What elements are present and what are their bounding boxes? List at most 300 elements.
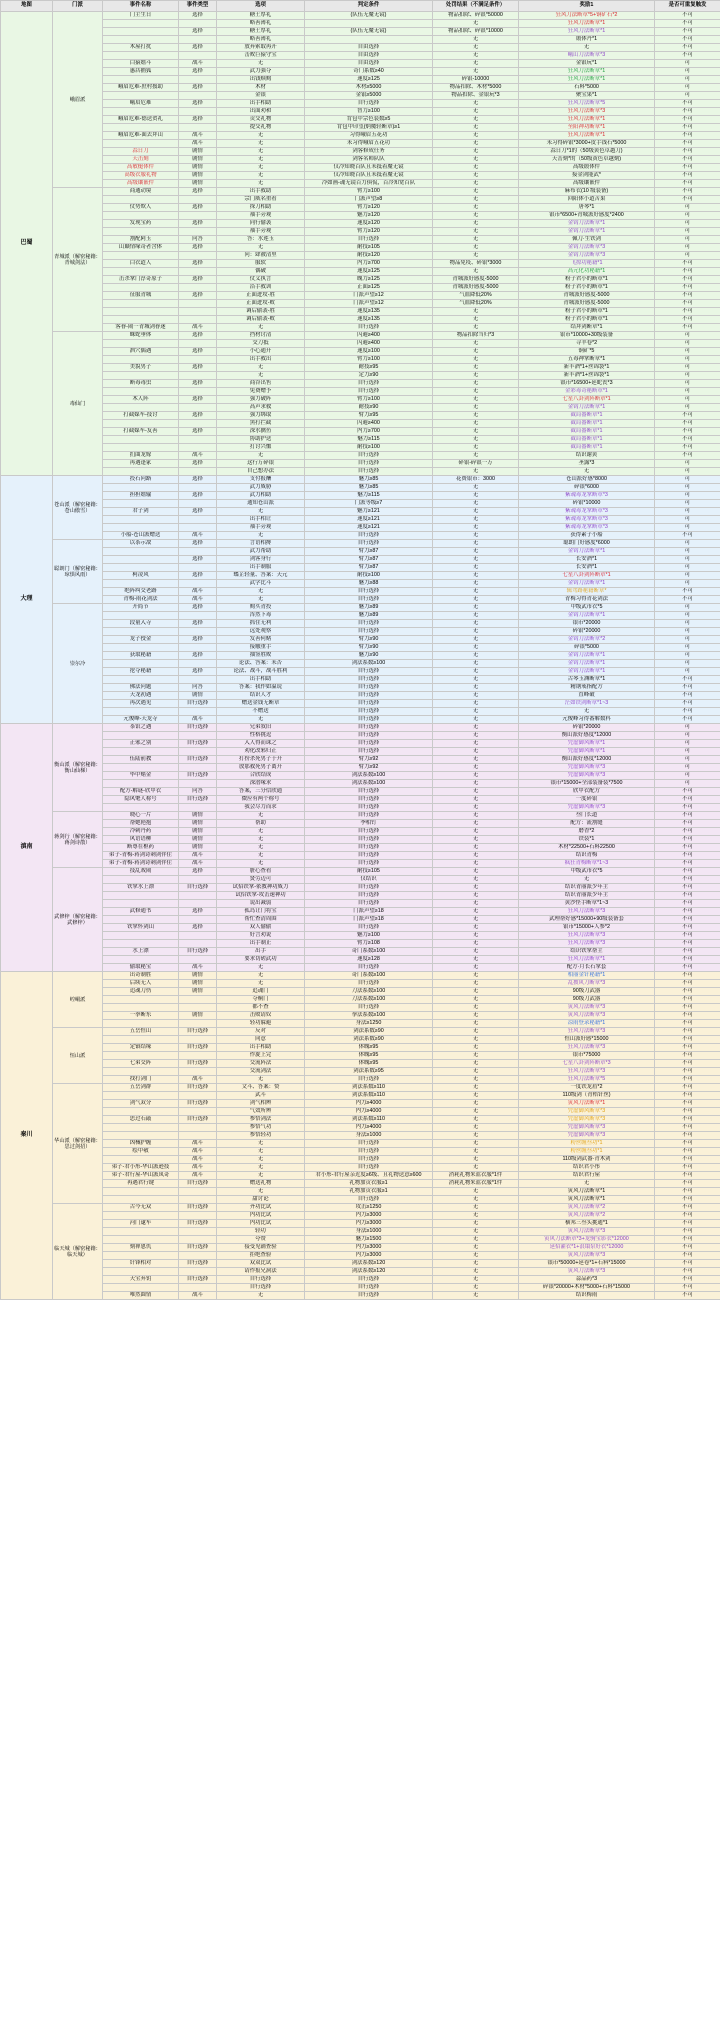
reward-cell: 金钩刀法断章*1 xyxy=(519,612,655,620)
condition-cell: 剑法系数≥120 xyxy=(305,1268,433,1276)
reward-cell: 粉子君小的断章*1 xyxy=(519,308,655,316)
event-name-cell: 思过石敲 xyxy=(103,1116,179,1124)
reward-cell: 碎银*20000 xyxy=(519,724,655,732)
penalty-cell: 消耗礼物朱蓝衣服*1件 xyxy=(433,1180,519,1188)
condition-cell: 刀法系数≥100 xyxy=(305,988,433,996)
penalty-cell: 无 xyxy=(433,588,519,596)
event-name-cell xyxy=(103,468,179,476)
repeatable-cell: 不可 xyxy=(655,316,720,324)
penalty-cell: 无 xyxy=(433,164,519,172)
event-type-cell xyxy=(179,20,217,28)
penalty-cell: 无 xyxy=(433,780,519,788)
table-row xyxy=(1,212,720,220)
reward-cell: 寻羊卷*2 xyxy=(519,340,655,348)
penalty-cell: 无 xyxy=(433,772,519,780)
penalty-cell: 物品扣除、碎银*10000 xyxy=(433,28,519,36)
sect-cell: 华山派（解密秘籍：思过剑招） xyxy=(53,1084,103,1204)
reward-cell: 碎银*5000 xyxy=(519,644,655,652)
repeatable-cell: 不可 xyxy=(655,324,720,332)
event-name-cell: 峨眉危难-庶村援助 xyxy=(103,84,179,92)
table-row xyxy=(1,1276,720,1284)
repeatable-cell: 不可 xyxy=(655,860,720,868)
event-name-cell: 针锋相对 xyxy=(103,1260,179,1268)
reward-cell: 90级刀武器 xyxy=(519,988,655,996)
option-cell: 试招铁掌-依教神功威力 xyxy=(217,884,305,892)
repeatable-cell: 可 xyxy=(655,476,720,484)
repeatable-cell: 不可 xyxy=(655,1004,720,1012)
repeatable-cell: 不可 xyxy=(655,1140,720,1148)
event-type-cell xyxy=(179,628,217,636)
table-row xyxy=(1,252,720,260)
event-type-cell xyxy=(179,708,217,716)
repeatable-cell: 不可 xyxy=(655,108,720,116)
repeatable-cell: 可 xyxy=(655,92,720,100)
condition-cell: 魅力≥115 xyxy=(305,492,433,500)
repeatable-cell: 不可 xyxy=(655,956,720,964)
penalty-cell: 无 xyxy=(433,420,519,428)
reward-cell: 蒜日刀*1的（50级黄色卓越刀) xyxy=(519,148,655,156)
table-row xyxy=(1,188,720,196)
table-row xyxy=(1,84,720,92)
repeatable-cell: 可 xyxy=(655,604,720,612)
event-type-cell: 剧情 xyxy=(179,1012,217,1020)
penalty-cell: 气血降低20% xyxy=(433,300,519,308)
repeatable-cell: 不可 xyxy=(655,180,720,188)
penalty-cell: 无 xyxy=(433,1076,519,1084)
option-cell: 参悟气功 xyxy=(217,1124,305,1132)
option-cell: 偶破 xyxy=(217,268,305,276)
event-name-cell xyxy=(103,316,179,324)
reward-cell: 紫魂毒龙掌断章*3 xyxy=(519,508,655,516)
table-row xyxy=(1,436,720,444)
event-type-cell: 选择 xyxy=(179,292,217,300)
option-cell: 内功比试 xyxy=(217,1212,305,1220)
table-row xyxy=(1,260,720,268)
reward-cell: 衡山派好感度*12000 xyxy=(519,756,655,764)
event-name-cell xyxy=(103,916,179,924)
repeatable-cell: 不可 xyxy=(655,940,720,948)
event-type-cell xyxy=(179,780,217,788)
event-type-cell: 选择 xyxy=(179,100,217,108)
option-cell: 调后偷袭-胜 xyxy=(217,308,305,316)
option-cell: 黑打拦截 xyxy=(217,420,305,428)
table-row xyxy=(1,356,720,364)
condition-cell: 剑客名师队队 xyxy=(305,156,433,164)
event-name-cell: 仗势欺人 xyxy=(103,204,179,212)
event-type-cell xyxy=(179,956,217,964)
reward-cell: 凭虚御风断章*3 xyxy=(519,1124,655,1132)
condition-cell: 自行选择 xyxy=(305,620,433,628)
penalty-cell: 无 xyxy=(433,1068,519,1076)
option-cell: 剑客身行 xyxy=(217,556,305,564)
option-cell: 探刀相助 xyxy=(217,204,305,212)
reward-cell: 石料*5000 xyxy=(519,84,655,92)
penalty-cell: 无 xyxy=(433,124,519,132)
event-name-cell: 配方-解谜-欣甲衣 xyxy=(103,788,179,796)
event-name-cell xyxy=(103,252,179,260)
penalty-cell: 无 xyxy=(433,372,519,380)
event-type-cell: 剧情 xyxy=(179,972,217,980)
table-row xyxy=(1,364,720,372)
repeatable-cell: 不可 xyxy=(655,1020,720,1028)
penalty-cell: 无 xyxy=(433,1060,519,1068)
condition-cell: 臂力≥92 xyxy=(305,756,433,764)
repeatable-cell: 不可 xyxy=(655,1116,720,1124)
event-type-cell: 战斗 xyxy=(179,1164,217,1172)
event-name-cell: 绝阵纠交老路 xyxy=(103,588,179,596)
table-row xyxy=(1,452,720,460)
event-type-cell: 选择 xyxy=(179,220,217,228)
table-row xyxy=(1,1164,720,1172)
event-name-cell: 偷取秘宝 xyxy=(103,964,179,972)
reward-cell: 银币*50000+延卷*1+石料*15000 xyxy=(519,1260,655,1268)
reward-cell: 金钩刀法断章*1 xyxy=(519,220,655,228)
reward-cell: 粉子君小的断章*1 xyxy=(519,276,655,284)
table-row xyxy=(1,484,720,492)
reward-cell: 紫魂毒龙掌断章*3 xyxy=(519,516,655,524)
table-row xyxy=(1,428,720,436)
table-row xyxy=(1,164,720,172)
repeatable-cell: 可 xyxy=(655,620,720,628)
sect-cell: 临天城（解密秘籍：临天城） xyxy=(53,1204,103,1300)
event-name-cell xyxy=(103,372,179,380)
event-name-cell: 茶馆之遇 xyxy=(103,724,179,732)
condition-cell: 内力≥3000 xyxy=(305,1252,433,1260)
event-name-cell: 弟子-君行屋-华山派凤奇 xyxy=(103,1172,179,1180)
penalty-cell: 无 xyxy=(433,756,519,764)
reward-cell: 锻体丹*1 xyxy=(519,36,655,44)
repeatable-cell: 可 xyxy=(655,68,720,76)
event-type-cell xyxy=(179,1132,217,1140)
event-type-cell xyxy=(179,676,217,684)
repeatable-cell: 不可 xyxy=(655,260,720,268)
penalty-cell: 无 xyxy=(433,1124,519,1132)
table-row xyxy=(1,20,720,28)
event-name-cell: 扪曲龙嫁 xyxy=(103,452,179,460)
event-name-cell xyxy=(103,76,179,84)
table-row xyxy=(1,788,720,796)
event-name-cell: 凶械护缠 xyxy=(103,1140,179,1148)
column-header: 是否可重复触发 xyxy=(655,1,720,12)
table-row xyxy=(1,532,720,540)
repeatable-cell: 可 xyxy=(655,644,720,652)
event-name-cell: 古今无双 xyxy=(103,1204,179,1212)
option-cell: 武力相助 xyxy=(217,492,305,500)
repeatable-cell: 可 xyxy=(655,724,720,732)
reward-cell: 凭虚御风断章*3 xyxy=(519,1132,655,1140)
repeatable-cell: 不可 xyxy=(655,164,720,172)
event-name-cell: 刻禅恩仇 xyxy=(103,1244,179,1252)
penalty-cell: 无 xyxy=(433,692,519,700)
condition-cell: 魅力≥1500 xyxy=(305,1236,433,1244)
condition-cell: 自行选择 xyxy=(305,708,433,716)
option-cell: 赠送礼物 xyxy=(217,1180,305,1188)
option-cell: 出手相助 xyxy=(217,100,305,108)
table-row xyxy=(1,28,720,36)
condition-cell: 门派声望≥18 xyxy=(305,916,433,924)
condition-cell: 速度≥100 xyxy=(305,348,433,356)
option-cell: 正面进攻-胜 xyxy=(217,292,305,300)
reward-cell: 紫魂毒龙掌断章*3 xyxy=(519,524,655,532)
condition-cell: 臂力≥100 xyxy=(305,356,433,364)
reward-cell: 凭虚御风断章*3 xyxy=(519,772,655,780)
event-type-cell: 战斗 xyxy=(179,532,217,540)
table-row xyxy=(1,1260,720,1268)
repeatable-cell: 可 xyxy=(655,460,720,468)
condition-cell: 背包中宗色装数≥5 xyxy=(305,116,433,124)
reward-cell: 五毒神掌断章*1 xyxy=(519,356,655,364)
reward-cell: 天击刻*的（50级黄色卓越刻) xyxy=(519,156,655,164)
reward-cell: 寅风刀法断章*3 xyxy=(519,1252,655,1260)
reward-cell: 铜矿*5 xyxy=(519,348,655,356)
event-name-cell xyxy=(103,1236,179,1244)
penalty-cell: 无 xyxy=(433,796,519,804)
repeatable-cell: 不可 xyxy=(655,1236,720,1244)
penalty-cell: 无 xyxy=(433,1020,519,1028)
repeatable-cell: 可 xyxy=(655,204,720,212)
table-row xyxy=(1,948,720,956)
repeatable-cell: 不可 xyxy=(655,444,720,452)
event-name-cell xyxy=(103,340,179,348)
repeatable-cell: 可 xyxy=(655,212,720,220)
reward-cell: 金钩刀法断章*1 xyxy=(519,228,655,236)
condition-cell: 君小彤-君行屋亲近度≥6级、且礼物送意≥600 xyxy=(305,1172,433,1180)
reward-cell: 狂风刀法断章*3 xyxy=(519,108,655,116)
table-row xyxy=(1,1284,720,1292)
penalty-cell: 无 xyxy=(433,100,519,108)
table-row xyxy=(1,900,720,908)
table-row xyxy=(1,580,720,588)
penalty-cell: 无 xyxy=(433,564,519,572)
repeatable-cell: 可 xyxy=(655,484,720,492)
condition-cell: 臂力≥87 xyxy=(305,564,433,572)
condition-cell: 自行选择 xyxy=(305,844,433,852)
repeatable-cell: 可 xyxy=(655,404,720,412)
option-cell: 放那救死男子离开 xyxy=(217,764,305,772)
table-row xyxy=(1,1052,720,1060)
reward-cell: 110级剑（青梧针丝) xyxy=(519,1092,655,1100)
event-name-cell xyxy=(103,732,179,740)
condition-cell: 臂力≥95 xyxy=(305,412,433,420)
repeatable-cell: 可 xyxy=(655,396,720,404)
event-type-cell: 选择 xyxy=(179,604,217,612)
option-cell: 出手救助 xyxy=(217,188,305,196)
condition-cell: 内力≥3000 xyxy=(305,1220,433,1228)
condition-cell: 剑法系数≥100 xyxy=(305,772,433,780)
reward-cell: 银币*20000 xyxy=(519,620,655,628)
repeatable-cell: 不可 xyxy=(655,932,720,940)
condition-cell: 体魄≥95 xyxy=(305,1060,433,1068)
event-type-cell: 选择 xyxy=(179,68,217,76)
table-row xyxy=(1,76,720,84)
repeatable-cell: 不可 xyxy=(655,308,720,316)
repeatable-cell: 可 xyxy=(655,732,720,740)
repeatable-cell: 不可 xyxy=(655,700,720,708)
repeatable-cell: 不可 xyxy=(655,1028,720,1036)
penalty-cell: 无 xyxy=(433,668,519,676)
reward-cell: 茫如铁剑断章*1~3 xyxy=(519,700,655,708)
event-type-cell xyxy=(179,52,217,60)
reward-cell: 碎银*10000 xyxy=(519,500,655,508)
penalty-cell: 无 xyxy=(433,436,519,444)
table-row xyxy=(1,1028,720,1036)
table-row xyxy=(1,132,720,140)
penalty-cell: 无 xyxy=(433,948,519,956)
penalty-cell: 无 xyxy=(433,652,519,660)
condition-cell: 耐技≥95 xyxy=(305,364,433,372)
penalty-cell: 无 xyxy=(433,684,519,692)
reward-cell: 银币*75000 xyxy=(519,1052,655,1060)
repeatable-cell: 可 xyxy=(655,540,720,548)
option-cell: 脏心查看 xyxy=(217,868,305,876)
repeatable-cell: 不可 xyxy=(655,36,720,44)
event-type-cell: 选择 xyxy=(179,12,217,20)
option-cell: 双人偷偷 xyxy=(217,924,305,932)
event-name-cell: 木人阵 xyxy=(103,396,179,404)
event-type-cell xyxy=(179,1188,217,1196)
condition-cell: 奇门系数≥100 xyxy=(305,948,433,956)
option-cell: 作旋上完 xyxy=(217,1052,305,1060)
event-type-cell: 战斗 xyxy=(179,1148,217,1156)
table-row xyxy=(1,996,720,1004)
condition-cell: 内力≥700 xyxy=(305,260,433,268)
condition-cell: 内力≥4000 xyxy=(305,1108,433,1116)
condition-cell: 速度≥125 xyxy=(305,76,433,84)
event-name-cell: 元俊峰-天龙寺 xyxy=(103,716,179,724)
event-name-cell: 再遇逢冢 xyxy=(103,460,179,468)
table-row xyxy=(1,988,720,996)
event-type-cell xyxy=(179,1068,217,1076)
condition-cell: 门派声望≥18 xyxy=(305,908,433,916)
event-name-cell xyxy=(103,212,179,220)
reward-cell: 截局器断章*1 xyxy=(519,412,655,420)
condition-cell: 自行选择 xyxy=(305,964,433,972)
repeatable-cell: 不可 xyxy=(655,1036,720,1044)
table-row xyxy=(1,124,720,132)
reward-cell: 狂风刀法断章*3 xyxy=(519,1068,655,1076)
event-type-cell xyxy=(179,892,217,900)
condition-cell: 自行选择 xyxy=(305,1004,433,1012)
event-name-cell xyxy=(103,644,179,652)
penalty-cell: 无 xyxy=(433,716,519,724)
reward-cell: 七星八卦剑阵断章*1 xyxy=(519,396,655,404)
event-name-cell: 天宝弃钥 xyxy=(103,1276,179,1284)
reward-cell: 获得素子小船 xyxy=(519,532,655,540)
penalty-cell: 无 xyxy=(433,380,519,388)
event-name-cell: 天击刻 xyxy=(103,156,179,164)
table-row xyxy=(1,1172,720,1180)
event-type-cell xyxy=(179,548,217,556)
option-cell: 仗义执言 xyxy=(217,276,305,284)
table-row xyxy=(1,468,720,476)
penalty-cell: 无 xyxy=(433,700,519,708)
condition-cell: 身法≥1000 xyxy=(305,1228,433,1236)
event-type-cell xyxy=(179,36,217,44)
penalty-cell: 无 xyxy=(433,228,519,236)
event-type-cell: 剧情 xyxy=(179,164,217,172)
repeatable-cell: 不可 xyxy=(655,708,720,716)
repeatable-cell: 不可 xyxy=(655,1276,720,1284)
option-cell: 出钱赎购 xyxy=(217,76,305,84)
event-type-cell: 战斗 xyxy=(179,1156,217,1164)
reward-cell: 唐琴*1 xyxy=(519,204,655,212)
reward-cell: 金钩刀法断章*1 xyxy=(519,404,655,412)
event-type-cell: 选择 xyxy=(179,204,217,212)
event-type-cell xyxy=(179,940,217,948)
option-cell: 无 xyxy=(217,372,305,380)
condition-cell: 耐技≥100 xyxy=(305,444,433,452)
event-type-cell: 选择 xyxy=(179,460,217,468)
condition-cell xyxy=(305,20,433,28)
repeatable-cell: 不可 xyxy=(655,916,720,924)
reward-cell: 金钩刀法断章*1 xyxy=(519,660,655,668)
penalty-cell: 无 xyxy=(433,268,519,276)
reward-cell: 寅风刀法断章*1 xyxy=(519,1100,655,1108)
condition-cell: 自行选择 xyxy=(305,676,433,684)
option-cell: 武力强夺 xyxy=(217,68,305,76)
table-row xyxy=(1,460,720,468)
event-name-cell: 击杀掌门淳奇原子 xyxy=(103,276,179,284)
event-name-cell xyxy=(103,20,179,28)
option-cell: 深潜缘求 xyxy=(217,780,305,788)
event-name-cell xyxy=(103,556,179,564)
option-cell: 反对 xyxy=(217,1028,305,1036)
event-type-cell: 自行选择 xyxy=(179,1100,217,1108)
penalty-cell: 无 xyxy=(433,932,519,940)
event-type-cell: 选择 xyxy=(179,868,217,876)
option-cell: 武力帮助 xyxy=(217,548,305,556)
event-name-cell xyxy=(103,1132,179,1140)
condition-cell: 臂力≥108 xyxy=(305,940,433,948)
event-name-cell xyxy=(103,516,179,524)
event-name-cell: 铁掌水上漂 xyxy=(103,884,179,892)
sect-cell: 衡山派（解密秘籍：衡山仙梯） xyxy=(53,724,103,812)
option-cell: 不赠送 xyxy=(217,708,305,716)
table-row xyxy=(1,1204,720,1212)
event-name-cell xyxy=(103,108,179,116)
event-name-cell xyxy=(103,804,179,812)
repeatable-cell: 不可 xyxy=(655,692,720,700)
table-row xyxy=(1,916,720,924)
event-name-cell: 君子剑 xyxy=(103,508,179,516)
reward-cell: 接金剑能武* xyxy=(519,172,655,180)
option-cell: 发善何赌 xyxy=(217,636,305,644)
reward-cell: 狂风刀法断章*5 xyxy=(519,1076,655,1084)
event-type-cell: 选择 xyxy=(179,244,217,252)
event-type-cell xyxy=(179,900,217,908)
event-type-cell: 选择 xyxy=(179,908,217,916)
condition-cell: 自行选择 xyxy=(305,804,433,812)
option-cell: 论法、战斗，战斗胜利 xyxy=(217,668,305,676)
table-row xyxy=(1,1084,720,1092)
table-row xyxy=(1,1036,720,1044)
event-name-cell xyxy=(103,228,179,236)
table-row xyxy=(1,804,720,812)
event-name-cell: 白衣道人 xyxy=(103,260,179,268)
repeatable-cell: 不可 xyxy=(655,1132,720,1140)
repeatable-cell: 可 xyxy=(655,572,720,580)
option-cell: 合欣结成 xyxy=(217,772,305,780)
condition-cell: 拳法系数≥100 xyxy=(305,1012,433,1020)
table-row xyxy=(1,1244,720,1252)
condition-cell: 剑法系数≥100 xyxy=(305,660,433,668)
table-row xyxy=(1,1140,720,1148)
repeatable-cell: 不可 xyxy=(655,868,720,876)
table-row xyxy=(1,92,720,100)
table-row xyxy=(1,196,720,204)
option-cell: 打扮杀死男子于开 xyxy=(217,756,305,764)
penalty-cell: 无 xyxy=(433,580,519,588)
